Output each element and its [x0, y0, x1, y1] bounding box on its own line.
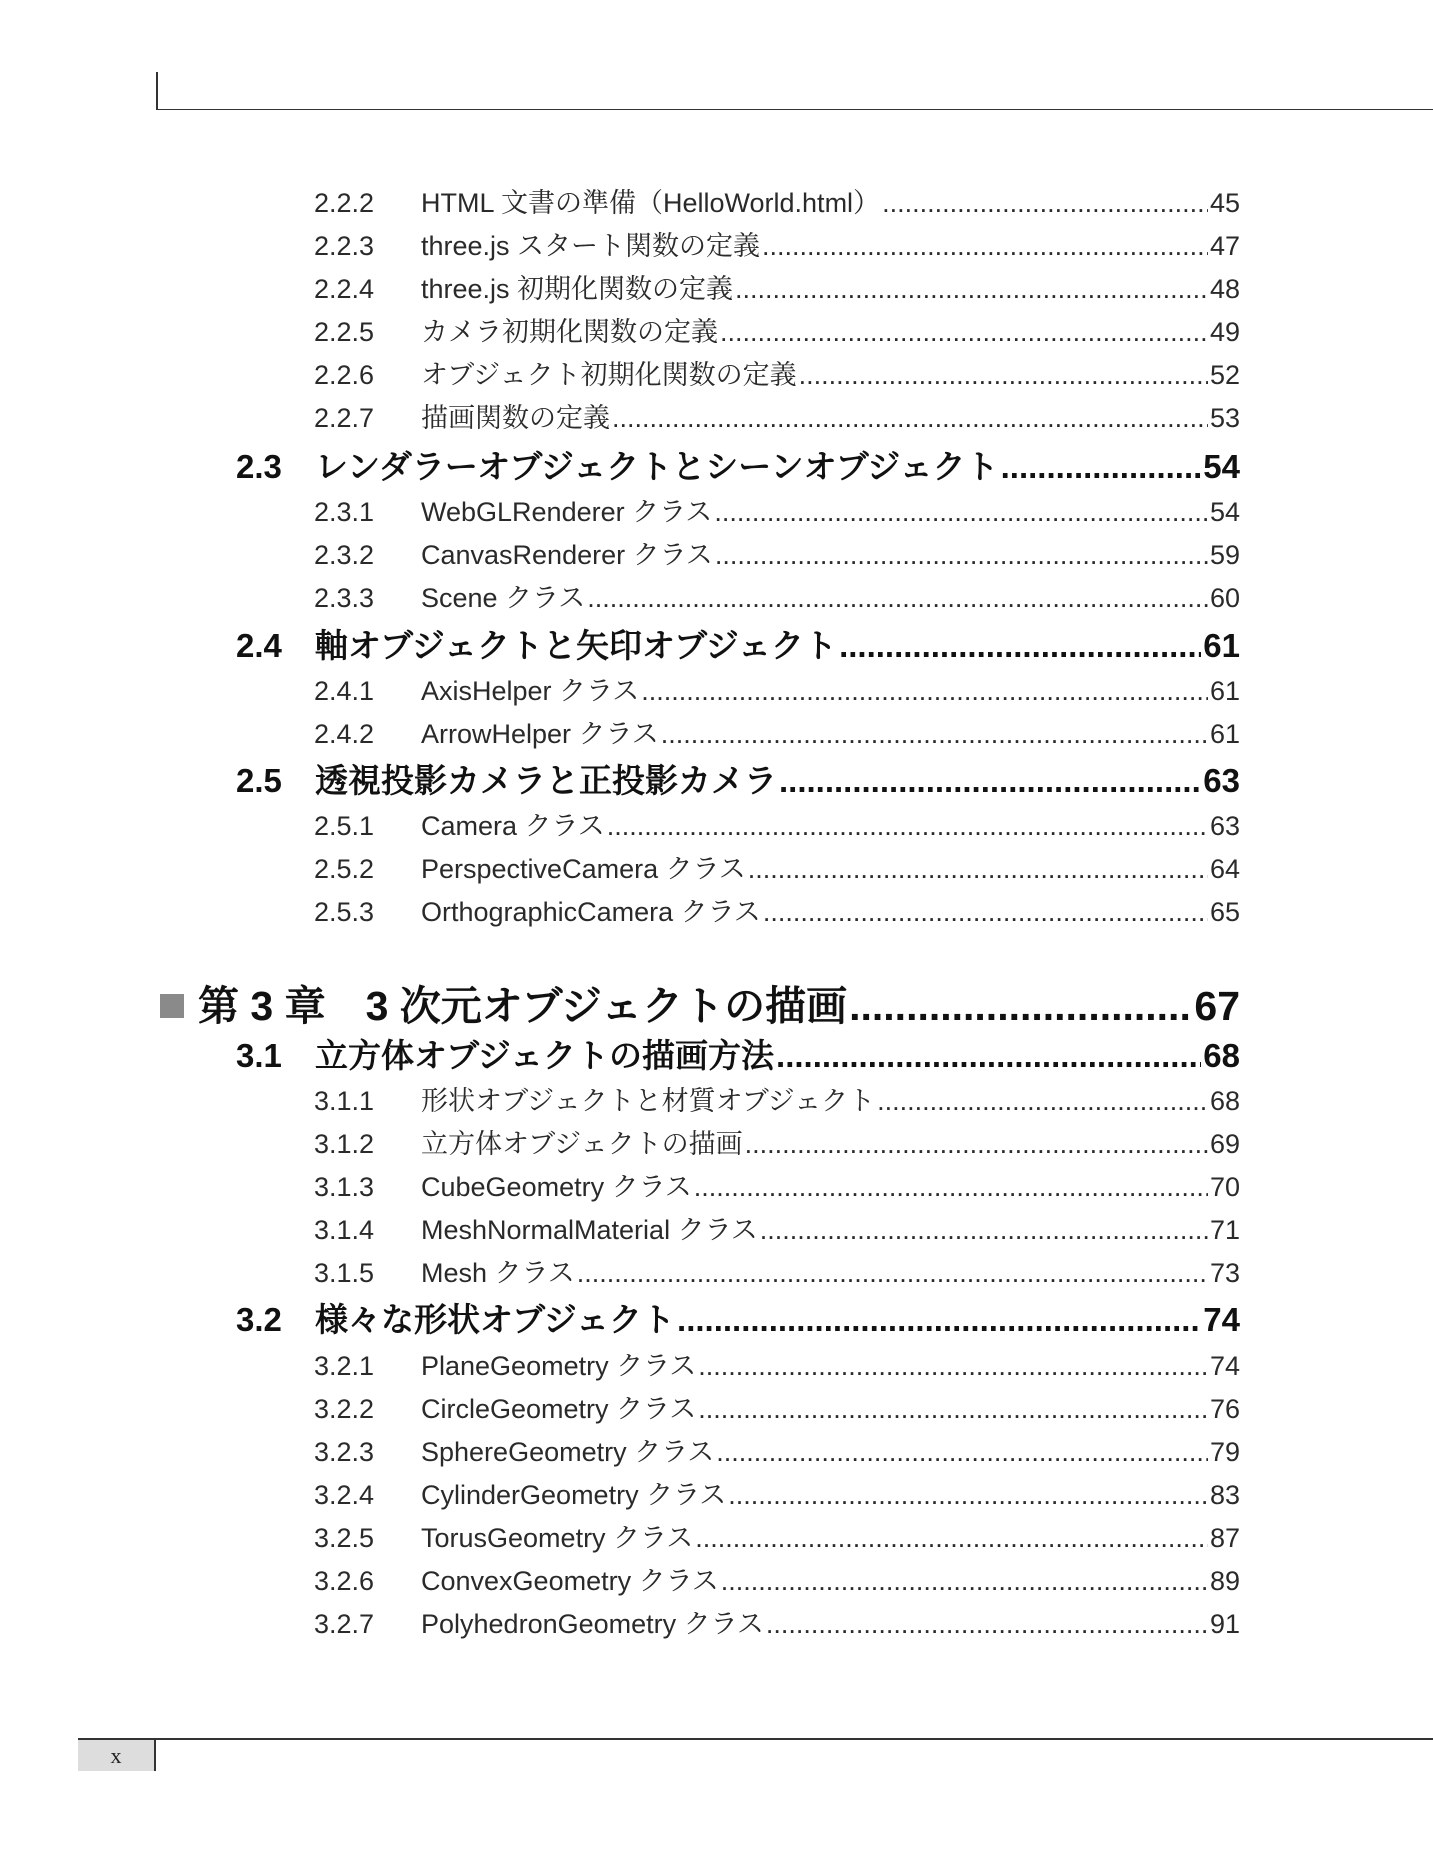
entry-number: 2.5	[236, 762, 282, 799]
toc-entry-sub	[314, 1344, 1240, 1387]
entry-title: three.js 初期化関数の定義	[421, 274, 734, 304]
entry-number: 3.2.1	[314, 1351, 375, 1381]
toc-entry-sub	[314, 712, 1240, 755]
entry-title: CubeGeometry クラス	[421, 1172, 692, 1202]
dot-leader	[714, 497, 1208, 528]
entry-title: オブジェクト初期化関数の定義	[421, 360, 797, 390]
entry-page-number: 89	[1209, 1566, 1240, 1596]
entry-title: TorusGeometry クラス	[421, 1523, 694, 1553]
entry-number: 3.2.4	[314, 1480, 375, 1510]
entry-number: 第 3 章	[198, 983, 326, 1029]
entry-number: 2.4.1	[314, 676, 375, 706]
dot-leader	[766, 1609, 1208, 1640]
entry-page-number: 59	[1209, 540, 1240, 570]
dot-leader	[577, 1258, 1208, 1289]
entry-page-number: 45	[1209, 188, 1240, 218]
dot-leader	[661, 719, 1208, 750]
entry-page-number: 64	[1209, 854, 1240, 884]
entry-number: 3.1.4	[314, 1215, 375, 1245]
toc-entry-sub	[314, 267, 1240, 310]
entry-title: PerspectiveCamera クラス	[421, 854, 746, 884]
dot-leader	[612, 403, 1208, 434]
toc-entry-section	[236, 441, 1240, 487]
entry-title: SphereGeometry クラス	[421, 1437, 715, 1467]
dot-leader	[748, 854, 1208, 885]
toc-entry-sub	[314, 181, 1240, 224]
dot-leader	[882, 188, 1208, 219]
entry-title: 形状オブジェクトと材質オブジェクト	[421, 1086, 876, 1116]
entry-page-number: 68	[1209, 1086, 1240, 1116]
entry-page-number: 65	[1209, 897, 1240, 927]
chapter-square-icon	[160, 994, 184, 1018]
dot-leader	[715, 540, 1208, 571]
entry-number: 2.5.3	[314, 897, 375, 927]
toc-entry-sub	[314, 1516, 1240, 1559]
dot-leader	[877, 1086, 1208, 1117]
toc-entry-sub	[314, 1473, 1240, 1516]
header-rule	[157, 109, 1433, 110]
dot-leader	[760, 1215, 1208, 1246]
entry-page-number: 67	[1194, 983, 1240, 1029]
toc-entry-sub	[314, 533, 1240, 576]
entry-title: 描画関数の定義	[421, 403, 610, 433]
entry-number: 3.2.6	[314, 1566, 375, 1596]
dot-leader	[779, 762, 1201, 800]
dot-leader	[762, 231, 1208, 262]
entry-page-number: 76	[1209, 1394, 1240, 1424]
toc-entry-section	[236, 620, 1240, 666]
toc-entry-section	[236, 755, 1240, 801]
toc-entry-sub	[314, 1079, 1240, 1122]
entry-number: 2.2.6	[314, 360, 375, 390]
entry-number: 2.3.2	[314, 540, 375, 570]
toc-entry-sub	[314, 847, 1240, 890]
entry-page-number: 61	[1209, 676, 1240, 706]
entry-number: 3.1.2	[314, 1129, 375, 1159]
toc-entry-sub	[314, 1387, 1240, 1430]
dot-leader	[849, 983, 1192, 1030]
toc-entry-section	[236, 1030, 1240, 1076]
entry-number: 2.4	[236, 627, 282, 664]
dot-leader	[694, 1172, 1208, 1203]
entry-page-number: 63	[1209, 811, 1240, 841]
toc-entry-sub	[314, 1122, 1240, 1165]
entry-title: レンダラーオブジェクトとシーンオブジェクト	[315, 448, 999, 485]
entry-title: AxisHelper クラス	[421, 676, 640, 706]
entry-page-number: 49	[1209, 317, 1240, 347]
toc-entry-sub	[314, 804, 1240, 847]
entry-number: 2.2.3	[314, 231, 375, 261]
entry-title: 立方体オブジェクトの描画方法	[315, 1037, 775, 1074]
entry-title: PolyhedronGeometry クラス	[421, 1609, 764, 1639]
entry-title: HTML 文書の準備（HelloWorld.html）	[421, 188, 881, 218]
toc-entry-sub	[314, 310, 1240, 353]
entry-title: ConvexGeometry クラス	[421, 1566, 719, 1596]
entry-number: 2.3.3	[314, 583, 375, 613]
toc-entry-sub	[314, 353, 1240, 396]
dot-leader	[721, 1566, 1208, 1597]
entry-page-number: 68	[1203, 1037, 1240, 1074]
entry-title: ArrowHelper クラス	[421, 719, 659, 749]
footer-rule	[78, 1738, 1433, 1740]
entry-number: 2.3	[236, 448, 282, 485]
page-number: x	[78, 1740, 156, 1771]
toc-entry-sub	[314, 1602, 1240, 1645]
entry-number: 3.2.3	[314, 1437, 375, 1467]
entry-title: Camera クラス	[421, 811, 605, 841]
dot-leader	[745, 1129, 1208, 1160]
entry-number: 3.1.5	[314, 1258, 375, 1288]
entry-number: 2.2.4	[314, 274, 375, 304]
entry-number: 2.5.1	[314, 811, 375, 841]
entry-title: カメラ初期化関数の定義	[421, 317, 718, 347]
entry-page-number: 91	[1209, 1609, 1240, 1639]
entry-title: 透視投影カメラと正投影カメラ	[315, 762, 777, 799]
entry-number: 3.1.1	[314, 1086, 375, 1116]
entry-page-number: 74	[1203, 1301, 1240, 1338]
toc-entry-section	[236, 1294, 1240, 1340]
entry-title: CanvasRenderer クラス	[421, 540, 713, 570]
toc-entry-sub	[314, 1208, 1240, 1251]
dot-leader	[677, 1301, 1201, 1339]
toc-entry-sub	[314, 890, 1240, 933]
dot-leader	[839, 627, 1201, 665]
header-rule-vertical	[156, 72, 158, 110]
entry-number: 3.2.7	[314, 1609, 375, 1639]
dot-leader	[695, 1523, 1208, 1554]
entry-page-number: 87	[1209, 1523, 1240, 1553]
entry-title: CircleGeometry クラス	[421, 1394, 697, 1424]
dot-leader	[698, 1351, 1208, 1382]
entry-number: 3.2.5	[314, 1523, 375, 1553]
dot-leader	[716, 1437, 1208, 1468]
entry-title: three.js スタート関数の定義	[421, 231, 761, 261]
entry-title: 3 次元オブジェクトの描画	[365, 983, 848, 1029]
entry-page-number: 52	[1209, 360, 1240, 390]
entry-title: 様々な形状オブジェクト	[315, 1301, 676, 1338]
entry-title: 立方体オブジェクトの描画	[421, 1129, 743, 1159]
entry-number: 3.2	[236, 1301, 282, 1338]
entry-title: PlaneGeometry クラス	[421, 1351, 697, 1381]
dot-leader	[735, 274, 1208, 305]
entry-page-number: 83	[1209, 1480, 1240, 1510]
entry-page-number: 74	[1209, 1351, 1240, 1381]
entry-number: 2.2.7	[314, 403, 375, 433]
dot-leader	[698, 1394, 1208, 1425]
dot-leader	[607, 811, 1208, 842]
entry-title: Mesh クラス	[421, 1258, 575, 1288]
entry-number: 2.2.5	[314, 317, 375, 347]
entry-page-number: 70	[1209, 1172, 1240, 1202]
dot-leader	[776, 1037, 1201, 1075]
entry-number: 3.1	[236, 1037, 282, 1074]
entry-title: WebGLRenderer クラス	[421, 497, 713, 527]
toc-entry-sub	[314, 1559, 1240, 1602]
toc-entry-sub	[314, 396, 1240, 439]
entry-number: 2.5.2	[314, 854, 375, 884]
entry-page-number: 54	[1209, 497, 1240, 527]
entry-page-number: 69	[1209, 1129, 1240, 1159]
entry-number: 2.2.2	[314, 188, 375, 218]
toc-entry-sub	[314, 669, 1240, 712]
dot-leader	[799, 360, 1208, 391]
dot-leader	[728, 1480, 1208, 1511]
entry-page-number: 47	[1209, 231, 1240, 261]
dot-leader	[720, 317, 1208, 348]
dot-leader	[641, 676, 1208, 707]
entry-title: 軸オブジェクトと矢印オブジェクト	[315, 627, 838, 664]
toc-entry-sub	[314, 576, 1240, 619]
entry-page-number: 79	[1209, 1437, 1240, 1467]
entry-number: 3.1.3	[314, 1172, 375, 1202]
toc-entry-sub	[314, 1251, 1240, 1294]
entry-number: 2.4.2	[314, 719, 375, 749]
entry-title: Scene クラス	[421, 583, 586, 613]
entry-title: OrthographicCamera クラス	[421, 897, 761, 927]
entry-page-number: 61	[1209, 719, 1240, 749]
dot-leader	[763, 897, 1208, 928]
entry-page-number: 53	[1209, 403, 1240, 433]
toc-entry-sub	[314, 490, 1240, 533]
toc-entry-sub	[314, 1165, 1240, 1208]
entry-page-number: 54	[1203, 448, 1240, 485]
entry-page-number: 61	[1203, 627, 1240, 664]
dot-leader	[1001, 448, 1202, 486]
entry-number: 3.2.2	[314, 1394, 375, 1424]
entry-number: 2.3.1	[314, 497, 375, 527]
dot-leader	[587, 583, 1208, 614]
entry-page-number: 48	[1209, 274, 1240, 304]
toc-entry-chapter	[160, 973, 1240, 1029]
toc-entry-sub	[314, 1430, 1240, 1473]
entry-title: CylinderGeometry クラス	[421, 1480, 727, 1510]
entry-page-number: 63	[1203, 762, 1240, 799]
entry-page-number: 73	[1209, 1258, 1240, 1288]
entry-page-number: 60	[1209, 583, 1240, 613]
entry-title: MeshNormalMaterial クラス	[421, 1215, 758, 1245]
toc-entry-sub	[314, 224, 1240, 267]
entry-page-number: 71	[1209, 1215, 1240, 1245]
